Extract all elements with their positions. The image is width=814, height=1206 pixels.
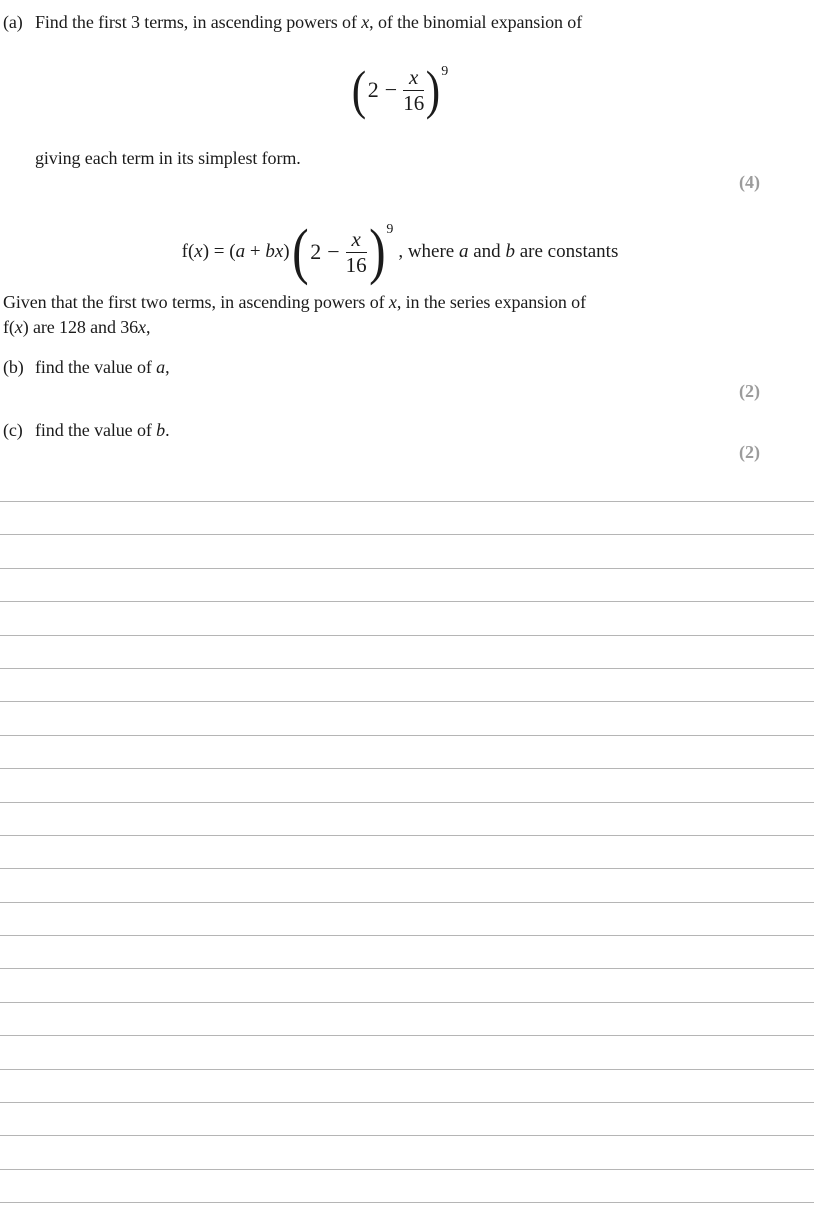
math-variable: x: [138, 317, 146, 337]
math-variable: b: [156, 420, 166, 440]
binomial-expression: [291, 218, 394, 286]
text-segment: and: [468, 241, 506, 262]
answer-line: [0, 635, 814, 668]
text-segment: , in the series expansion of: [396, 292, 586, 312]
answer-line: [0, 1102, 814, 1135]
binomial-expression: [351, 60, 449, 120]
answer-line: [0, 701, 814, 734]
part-a-marks-badge: (4): [739, 172, 760, 192]
answer-line: [0, 768, 814, 801]
text-segment: find the value of: [35, 420, 157, 440]
math-variable: b: [505, 241, 515, 262]
answer-line: [0, 735, 814, 768]
equation-lhs: [182, 241, 290, 263]
exponent: 9: [386, 222, 394, 237]
text-segment: Find the first 3 terms, in ascending powers of: [35, 12, 362, 32]
part-b-row: [3, 357, 169, 378]
fx-equation: [0, 220, 800, 284]
part-a-row: [3, 12, 582, 33]
text-segment: ): [283, 241, 290, 262]
answer-line: [0, 902, 814, 935]
fraction-numerator: x: [403, 66, 424, 91]
answer-line: [0, 534, 814, 567]
answer-line: [0, 1202, 814, 1206]
text-segment: +: [245, 241, 266, 262]
answer-lines: [0, 501, 814, 1206]
answer-line: [0, 802, 814, 835]
fraction: [403, 66, 424, 114]
math-variable: a: [459, 241, 469, 262]
part-a-closing-row: [35, 148, 301, 169]
text-segment: ) = (: [202, 241, 236, 262]
text-segment: ,: [145, 317, 151, 337]
fraction-numerator: x: [346, 228, 367, 253]
open-paren: (: [351, 60, 366, 120]
binomial-display: [0, 60, 800, 120]
part-c-marks-badge: (2): [739, 442, 760, 462]
math-variable: a: [156, 357, 166, 377]
text-segment: ) are 128 and 36: [22, 317, 139, 337]
answer-line: [0, 868, 814, 901]
answer-line: [0, 1069, 814, 1102]
text-segment: are constants: [514, 241, 619, 262]
given-line-2: [3, 315, 586, 340]
math-variable: x: [194, 241, 203, 262]
part-c-row: [3, 420, 169, 441]
given-paragraph: [3, 290, 586, 340]
part-c-label: (c): [3, 420, 23, 440]
part-b-marks-badge: (2): [739, 381, 760, 401]
part-a-closing-text: [35, 148, 301, 169]
text-segment: ,: [165, 357, 170, 377]
part-a-prompt: [35, 12, 582, 33]
given-line-1: [3, 290, 586, 315]
text-segment: .: [165, 420, 170, 440]
answer-line: [0, 835, 814, 868]
answer-line: [0, 1002, 814, 1035]
answer-line: [0, 568, 814, 601]
math-variable: x: [14, 317, 23, 337]
part-a-label: (a): [3, 12, 23, 32]
answer-line: [0, 968, 814, 1001]
fraction-denominator: 16: [345, 252, 367, 277]
fraction-denominator: 16: [403, 90, 425, 115]
minus-sign: −: [327, 239, 340, 264]
text-segment: giving each term in its simplest form.: [35, 148, 301, 168]
close-paren: ): [426, 60, 441, 120]
binomial-inner: [310, 228, 366, 276]
text-segment: f(: [3, 317, 15, 337]
answer-line: [0, 1035, 814, 1068]
answer-line: [0, 1135, 814, 1168]
minus-sign: −: [384, 77, 398, 102]
binomial-coefficient: 2: [367, 77, 379, 102]
text-segment: Given that the first two terms, in ascending powers of: [3, 292, 389, 312]
math-variable: x: [361, 12, 370, 32]
answer-line: [0, 601, 814, 634]
answer-line: [0, 1169, 814, 1202]
text-segment: , where: [398, 241, 459, 262]
text-segment: , of the binomial expansion of: [369, 12, 583, 32]
answer-line: [0, 501, 814, 534]
fraction: [346, 228, 367, 276]
math-variable: bx: [265, 241, 284, 262]
text-segment: f(: [181, 241, 195, 262]
answer-line: [0, 668, 814, 701]
text-segment: find the value of: [35, 357, 157, 377]
equation-rhs: [398, 241, 618, 263]
close-paren: ): [368, 218, 386, 286]
binomial-inner: [368, 66, 424, 114]
part-c-prompt: [35, 420, 169, 441]
answer-line: [0, 935, 814, 968]
open-paren: (: [291, 218, 309, 286]
math-variable: x: [388, 292, 397, 312]
binomial-coefficient: 2: [310, 239, 322, 264]
math-variable: a: [235, 241, 246, 262]
exponent: 9: [441, 64, 449, 79]
part-b-prompt: [35, 357, 169, 378]
part-b-label: (b): [3, 357, 24, 377]
